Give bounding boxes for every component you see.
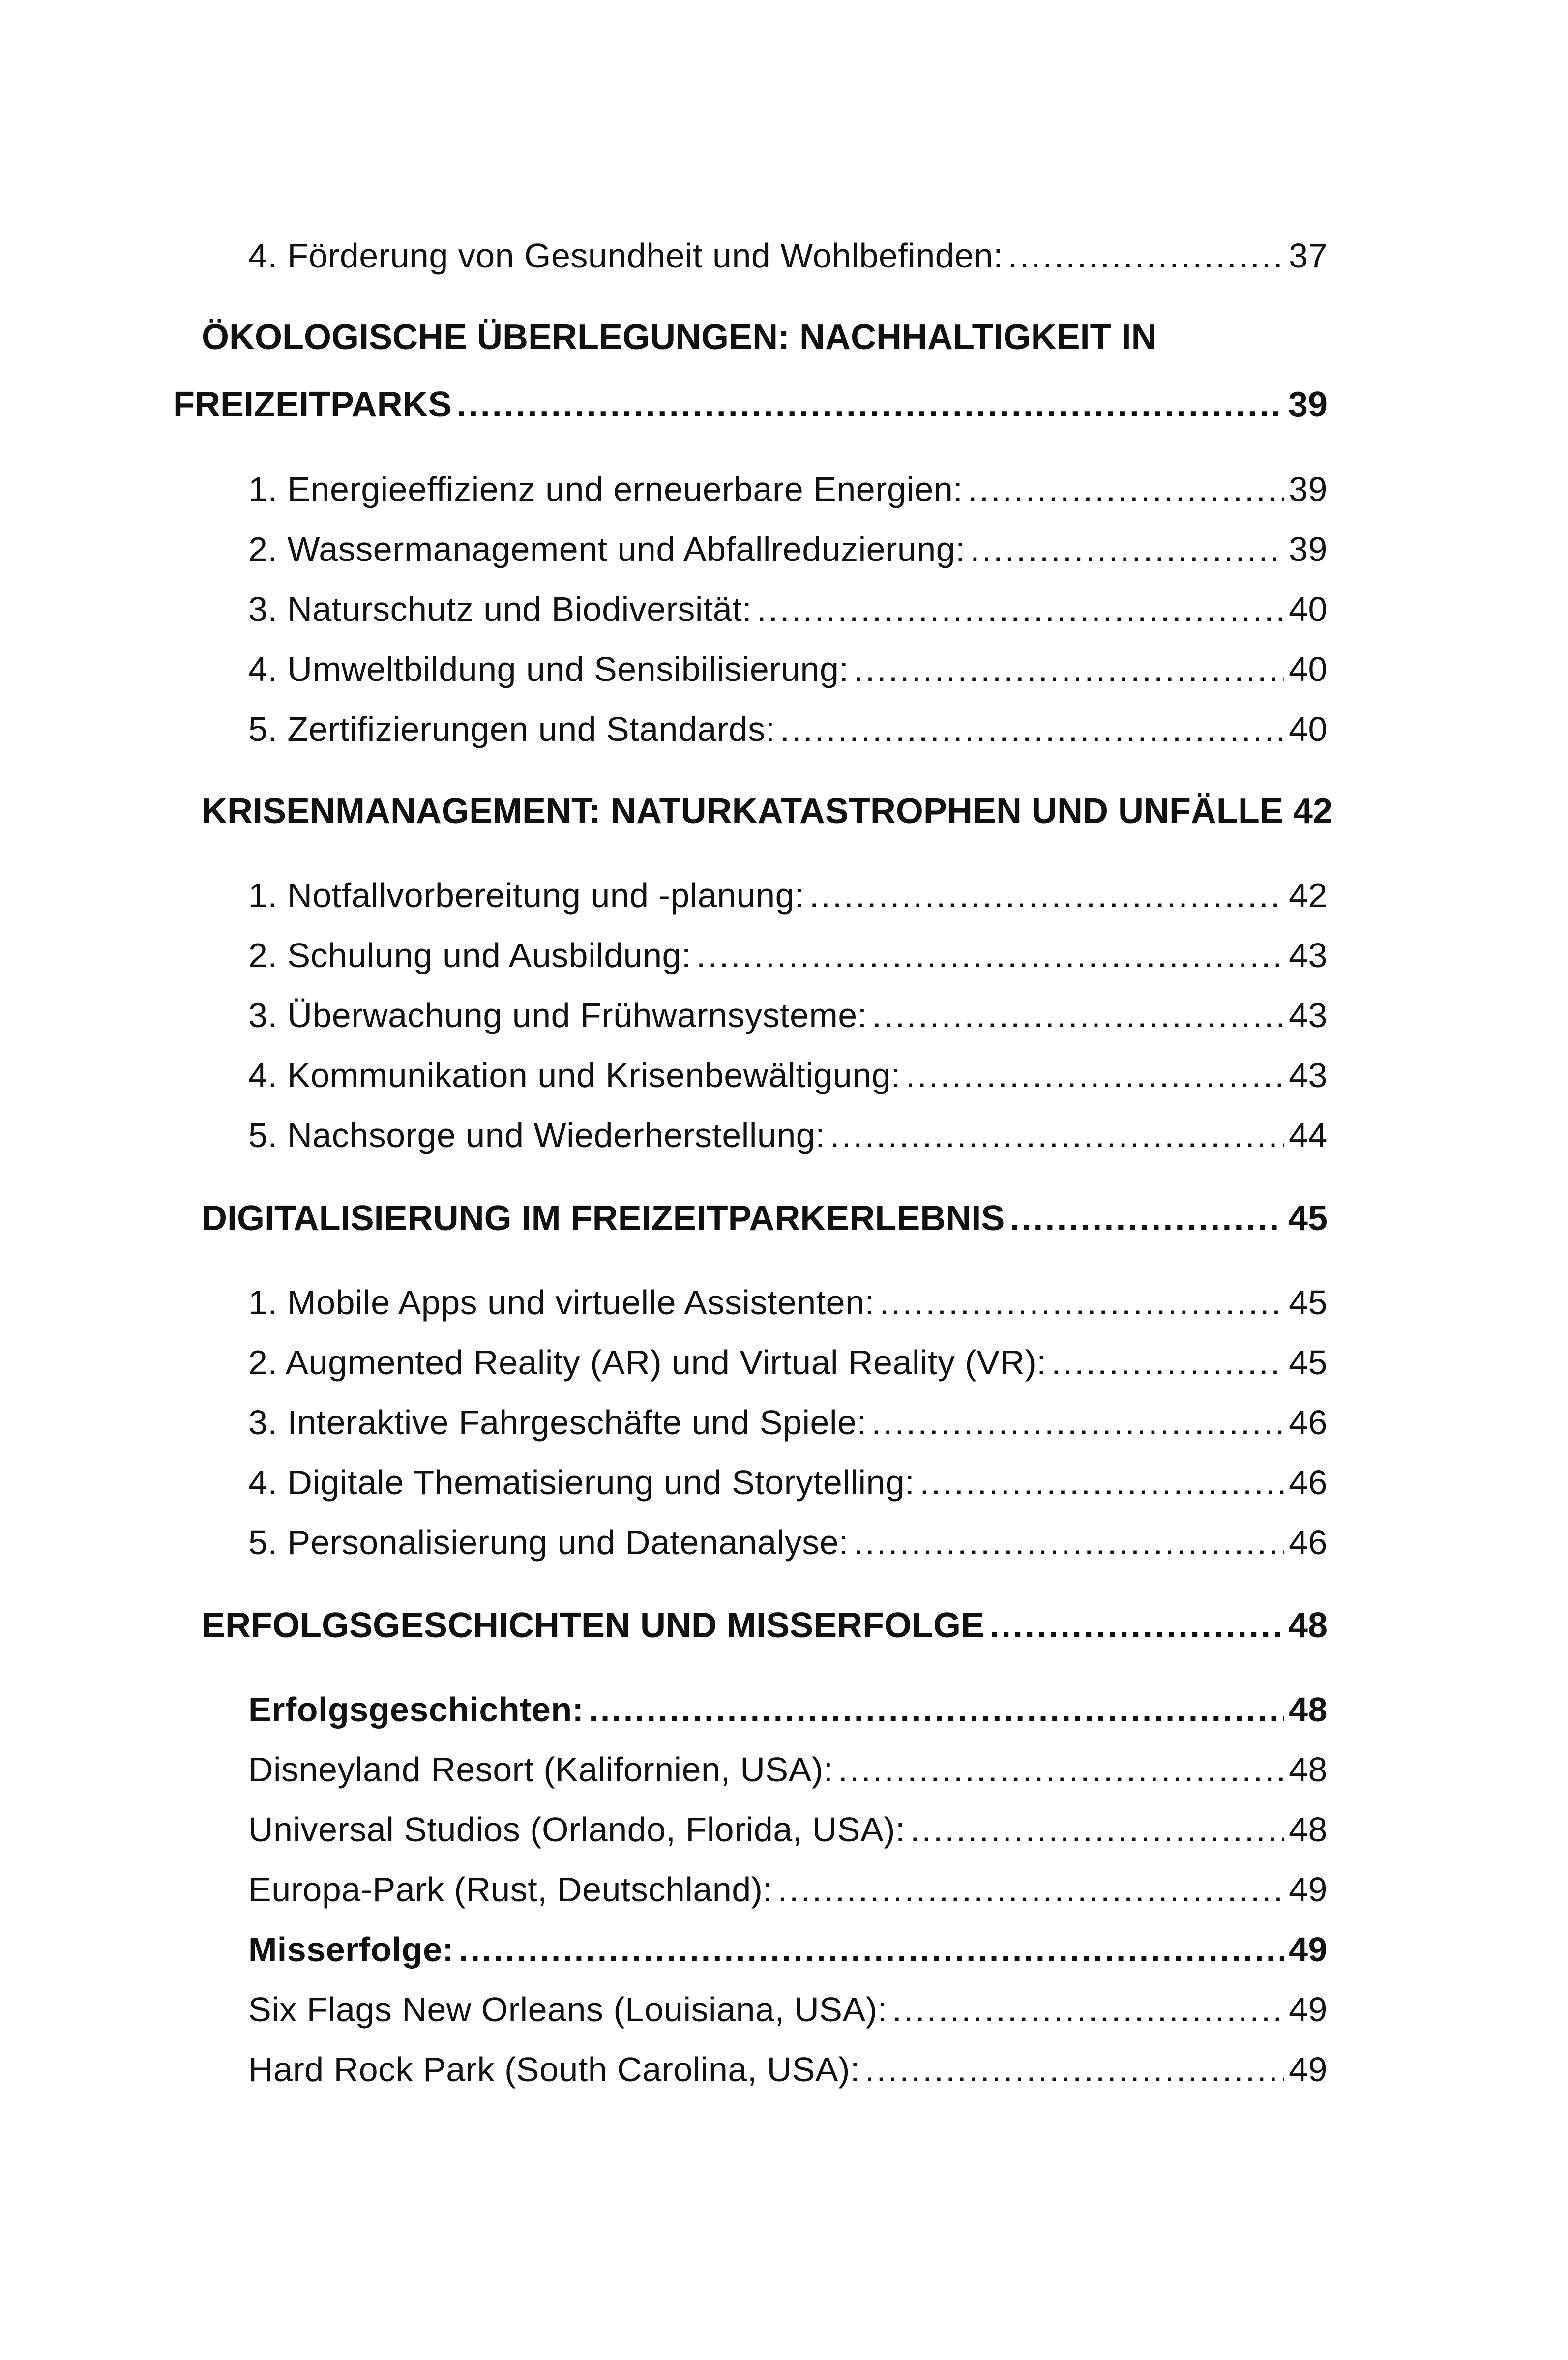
toc-leader (589, 1690, 1284, 1729)
toc-leader (892, 1990, 1284, 2029)
toc-entry (248, 1990, 1328, 2029)
toc-entry-page: 49 (1289, 1990, 1328, 2029)
toc-entry (248, 649, 1328, 689)
toc-leader (838, 1750, 1284, 1789)
toc-entry-label: 2. Augmented Reality (AR) und Virtual Reality (VR): (248, 1343, 1047, 1382)
toc-leader (809, 876, 1284, 915)
toc-entry (248, 236, 1328, 275)
toc-entry-page: 43 (1289, 936, 1328, 974)
toc-entry (248, 1056, 1328, 1095)
toc-leader (910, 1810, 1284, 1849)
toc-entry (248, 936, 1328, 975)
toc-leader (872, 996, 1284, 1035)
toc-section-label: ERFOLGSGESCHICHTEN UND MISSERFOLGE (202, 1606, 985, 1645)
toc-entry-label: 1. Mobile Apps und virtuelle Assistenten: (248, 1283, 875, 1322)
toc-entry-page: 40 (1289, 650, 1328, 688)
toc-entry-page: 45 (1289, 1343, 1328, 1382)
toc-entry-page: 43 (1289, 1056, 1328, 1094)
toc-entry (248, 530, 1328, 569)
toc-entry-page: 49 (1289, 2050, 1328, 2089)
toc-section-page: 48 (1288, 1606, 1328, 1645)
toc-entry-label: Europa-Park (Rust, Deutschland): (248, 1870, 773, 1909)
toc-section (202, 1605, 1328, 1646)
toc-leader (968, 470, 1284, 509)
toc-leader (919, 1463, 1284, 1502)
toc-leader (777, 1870, 1284, 1909)
toc-entry-page: 37 (1289, 236, 1328, 275)
toc-entry (248, 709, 1328, 749)
toc-leader (757, 590, 1284, 629)
toc-entry (248, 996, 1328, 1035)
toc-entry-page: 39 (1289, 530, 1328, 568)
toc-entry-page: 48 (1289, 1750, 1328, 1789)
toc-leader (830, 1116, 1284, 1155)
toc-entry-page: 46 (1289, 1523, 1328, 1562)
toc-leader (989, 1605, 1283, 1646)
toc-leader (854, 649, 1284, 689)
toc-leader (1008, 236, 1284, 275)
toc-entry-page: 39 (1289, 470, 1328, 508)
toc-entry (248, 1403, 1328, 1442)
toc-entry-label: Hard Rock Park (South Carolina, USA): (248, 2050, 860, 2089)
toc-entry-page: 46 (1289, 1463, 1328, 1502)
toc-entry-label: 3. Naturschutz und Biodiversität: (248, 590, 752, 628)
toc-entry-label: 1. Notfallvorbereitung und -planung: (248, 876, 804, 914)
toc-subheading (248, 1690, 1328, 1729)
toc-leader (457, 384, 1283, 425)
toc-section-page: 45 (1288, 1199, 1328, 1238)
toc-entry (248, 1870, 1328, 1909)
toc-leader (1009, 1198, 1283, 1239)
toc-entry-page: 49 (1289, 1870, 1328, 1909)
toc-entry-page: 40 (1289, 590, 1328, 628)
toc-entry-label: Disneyland Resort (Kalifornien, USA): (248, 1750, 833, 1789)
toc-leader (871, 1403, 1284, 1442)
toc-leader (879, 1283, 1284, 1322)
toc-section-page: 42 (1293, 792, 1332, 831)
toc-leader (1051, 1343, 1284, 1382)
toc-entry-label: 2. Schulung und Ausbildung: (248, 936, 691, 974)
toc-entry (248, 876, 1328, 915)
toc-leader (780, 709, 1284, 749)
toc-section (202, 1198, 1328, 1239)
toc-leader (459, 1930, 1284, 1969)
toc-entry-label: Misserfolge: (248, 1930, 454, 1969)
toc-leader (865, 2050, 1284, 2089)
toc-entry (248, 1116, 1328, 1155)
toc-entry-label: 4. Kommunikation und Krisenbewältigung: (248, 1056, 901, 1094)
toc-entry-label: 1. Energieeffizienz und erneuerbare Energien: (248, 470, 963, 508)
toc-entry (248, 1283, 1328, 1322)
toc-leader (854, 1523, 1284, 1562)
toc-entry-page: 43 (1289, 996, 1328, 1034)
toc-entry-label: 3. Überwachung und Frühwarnsysteme: (248, 996, 867, 1034)
toc-section (202, 791, 1332, 831)
toc-entry-label: Six Flags New Orleans (Louisiana, USA): (248, 1990, 888, 2029)
toc-entry (248, 1750, 1328, 1789)
toc-entry (248, 1523, 1328, 1562)
toc-leader (906, 1056, 1284, 1095)
toc-entry-label: 5. Personalisierung und Datenanalyse: (248, 1523, 849, 1562)
toc-entry-page: 45 (1289, 1283, 1328, 1322)
toc-entry-label: Erfolgsgeschichten: (248, 1690, 584, 1729)
toc-entry (248, 2050, 1328, 2089)
toc-entry-page: 46 (1289, 1403, 1328, 1442)
toc-subheading (248, 1930, 1328, 1969)
toc-entry-page: 42 (1289, 876, 1328, 914)
toc-entry-page: 49 (1289, 1930, 1328, 1969)
toc-entry-page: 48 (1289, 1690, 1328, 1729)
toc-entry-label: 5. Nachsorge und Wiederherstellung: (248, 1116, 826, 1154)
toc-entry (248, 1343, 1328, 1382)
toc-entry (248, 1463, 1328, 1502)
toc-entry (248, 590, 1328, 629)
toc-entry-page: 48 (1289, 1810, 1328, 1849)
toc-section (173, 384, 1328, 425)
toc-entry-label: 4. Umweltbildung und Sensibilisierung: (248, 650, 849, 688)
toc-entry-page: 44 (1289, 1116, 1328, 1154)
toc-entry-label: 3. Interaktive Fahrgeschäfte und Spiele: (248, 1403, 867, 1442)
toc-section-label: FREIZEITPARKS (173, 385, 452, 424)
toc-entry-page: 40 (1289, 710, 1328, 748)
toc-leader (696, 936, 1284, 975)
toc-section-page: 39 (1288, 385, 1328, 424)
toc-entry-label: Universal Studios (Orlando, Florida, USA): (248, 1810, 905, 1849)
toc-entry (248, 1810, 1328, 1849)
toc-section-label: KRISENMANAGEMENT: NATURKATASTROPHEN UND UNFÄLLE (202, 792, 1283, 831)
toc-entry-label: 4. Förderung von Gesundheit und Wohlbefinden: (248, 236, 1004, 275)
toc-section-heading: ÖKOLOGISCHE ÜBERLEGUNGEN: NACHHALTIGKEIT IN (202, 318, 1157, 357)
toc-leader (970, 530, 1284, 569)
toc-entry-label: 2. Wassermanagement und Abfallreduzierung: (248, 530, 966, 568)
toc-section-label: DIGITALISIERUNG IM FREIZEITPARKERLEBNIS (202, 1199, 1005, 1238)
toc-entry (248, 470, 1328, 509)
toc-entry-label: 5. Zertifizierungen und Standards: (248, 710, 775, 748)
toc-entry-label: 4. Digitale Thematisierung und Storytelling: (248, 1463, 915, 1502)
